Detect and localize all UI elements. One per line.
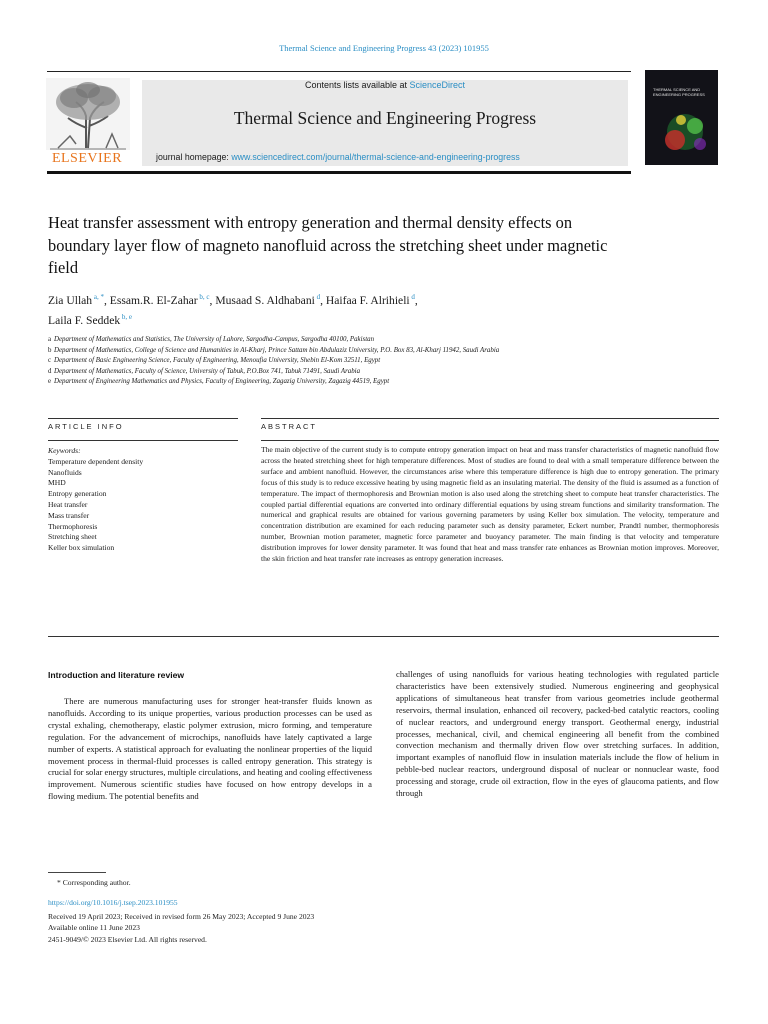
intro-right-column: [396, 669, 719, 800]
section-heading-introduction: Introduction and literature review: [48, 670, 185, 680]
abstract-text: The main objective of the current study is to compute entropy generation impact on heat and mass transfer characteristics of magnetic nanofluid flow across the heated stretching sheet for high temperature differences. Most of studies are found to deal with a small temperature difference between the surface and ambient nanofluid. However, the circumstances arise where this temperature difference is high due to entropy generation. The primary focus of this study is to reduce excessive heating by using magnetic field as an insulating material. The density of the fluid is assumed as a function of temperature. The impact of thermophoresis and Brownian motion is also used along the stretching sheet to compute heat transfer characteristics. The coupled partial differential equations are converted into ordinary differential equations by using stream functions and similarity transformation. The numerical and graphical results are obtained for various governing parameters by using Keller box simulation. The velocity, temperature and concentration distribution are examined for each reducing parameter such as density parameter, Eckert number, Prandtl number, thermophoresis number, Brownian motion parameter, magnetic force parameter and buoyancy parameter. The main finding is that velocity and temperature distribution improves for lower density parameter. It was found that heat and mass transfer rate enhances as Brownian motion improves. Moreover, the skin friction and heat transfer rate increases as entropy generation increases.: [261, 445, 719, 564]
footnote-rule: [48, 872, 106, 873]
affiliation-item: [48, 346, 668, 357]
keyword-item: Stretching sheet: [48, 532, 97, 542]
available-online: Available online 11 June 2023: [48, 923, 140, 933]
sciencedirect-link[interactable]: ScienceDirect: [409, 80, 466, 90]
affiliations: [48, 335, 668, 388]
author-name-text: Musaad S. Aldhabani: [215, 294, 315, 307]
top-rule: [47, 71, 631, 72]
affiliation-item: [48, 335, 668, 346]
author-affiliation-marker[interactable]: a, *: [92, 293, 104, 301]
journal-homepage-link[interactable]: www.sciencedirect.com/journal/thermal-science-and-engineering-progress: [231, 152, 520, 162]
info-heading-rule: [48, 440, 238, 441]
corresponding-author-note: * Corresponding author.: [57, 878, 131, 887]
keywords-label: Keywords:: [48, 446, 81, 455]
keyword-item: Thermophoresis: [48, 521, 98, 531]
keyword-item: Nanofluids: [48, 467, 82, 477]
author-affiliation-marker[interactable]: d: [409, 293, 415, 301]
author-name-text: Laila F. Seddek: [48, 314, 121, 327]
author-list: [48, 289, 638, 329]
article-info-heading: ARTICLE INFO: [48, 422, 124, 431]
cover-art-icon: [645, 70, 718, 165]
author-separator: ,: [103, 294, 110, 307]
author-separator: ,: [209, 294, 216, 307]
contents-line: [142, 80, 628, 90]
author-name-text: Haifaa F. Alrihieli: [325, 294, 410, 307]
affiliation-text: Department of Engineering Mathematics and Physics, Faculty of Engineering, Zagazig University, Zagazig 44519, Egypt: [54, 378, 390, 386]
affiliation-item: [48, 356, 668, 367]
intro-paragraph-right: challenges of using nanofluids for various heating technologies with regulated particle characteristics have been extensively studied. Numerous engineering and geophysical applications of simultaneous heat transfer from various geometries include geothermal reservoirs, thermal insulation, enhanced oil recovery, packed-bed catalytic reactors, cooling of nuclear reactors, and underground energy transport. Geothermal energy, industrial processes, mechanical, civil, and chemical engineering all benefit from the combined convection mechanism and thermally driven flow over stretching surfaces. In addition, important examples of nanofluid flow in insulation materials include the flow of helium in pebble-bed nuclear reactors, underground disposal of nuclear or nonnuclear waste, food processing and storage, crude oil extraction, flow in the eyes of glaucoma patients, and flow through: [396, 669, 719, 799]
journal-cover-image[interactable]: [645, 70, 718, 165]
author-name[interactable]: [215, 294, 320, 307]
author-separator: ,: [320, 294, 326, 307]
author-name[interactable]: [48, 294, 104, 307]
affiliation-text: Department of Mathematics, Faculty of Science, University of Tabuk, P.O.Box 741, Tabuk 71491, Saudi Arabia: [54, 367, 361, 375]
keyword-item: MHD: [48, 478, 66, 488]
info-top-rule: [48, 418, 238, 419]
affiliation-text: Department of Basic Engineering Science, Faculty of Engineering, Menoufia University, Shebin El-Kom 32511, Egypt: [54, 357, 381, 365]
intro-left-column: [48, 696, 372, 803]
journal-homepage: [156, 152, 626, 162]
keyword-item: Entropy generation: [48, 489, 107, 499]
affiliation-label: b: [48, 346, 52, 354]
affiliation-text: Department of Mathematics, College of Science and Humanities in Al-Kharj, Prince Sattam bin Abdulaziz University, P.O. Box 83, Al-Kharj 11942, Saudi Arabia: [54, 346, 500, 354]
intro-paragraph-left: There are numerous manufacturing uses for stronger heat-transfer fluids known as nanofluids. According to its unique properties, various production processes can be used as crystal exhaling, chemotherapy, elastic polymer extrusion, micro forming, and temperature regulation. For the advancement of microchips, nanofluids have lately captivated a large number of experts. A statistical approach for evaluating the nonlinear properties of the liquid movement process in thermal-fluid processes is called entropy generation. This strategy is crucial for solar energy structures, multiple circulations, and heating and cooling effectiveness improvement. Numerous scientific studies have focused on how entropy develops in a flowing medium. The potential benefits and: [48, 696, 372, 802]
homepage-label: journal homepage:: [156, 152, 232, 162]
article-history: [48, 911, 314, 945]
abstract-bottom-rule: [48, 636, 719, 637]
author-affiliation-marker[interactable]: d: [314, 293, 321, 301]
article-title: Heat transfer assessment with entropy generation and thermal density effects on boundary layer flow of magneto nanofluid across the stretching sheet under magnetic field: [48, 213, 608, 277]
affiliation-label: c: [48, 357, 52, 365]
elsevier-wordmark: ELSEVIER: [51, 151, 123, 166]
author-name[interactable]: [48, 314, 132, 327]
abstract-heading: ABSTRACT: [261, 422, 318, 431]
keyword-item: Mass transfer: [48, 510, 90, 520]
journal-title: Thermal Science and Engineering Progress: [233, 108, 537, 128]
author-name[interactable]: [326, 294, 415, 307]
affiliation-label: e: [48, 378, 52, 386]
journal-citation-link[interactable]: Thermal Science and Engineering Progress 43 (2023) 101955: [279, 43, 489, 53]
author-name-text: Essam.R. El-Zahar: [109, 294, 198, 307]
affiliation-item: [48, 377, 668, 388]
affiliation-text: Department of Mathematics and Statistics, The University of Lahore, Sargodha-Campus, Sargodha 40100, Pakistan: [54, 336, 375, 343]
doi-link[interactable]: https://doi.org/10.1016/j.tsep.2023.101955: [48, 898, 178, 907]
contents-prefix: Contents lists available at: [304, 80, 410, 90]
masthead-rule: [47, 171, 631, 174]
author-name[interactable]: [110, 294, 210, 307]
received-dates: Received 19 April 2023; Received in revised form 26 May 2023; Accepted 9 June 2023: [48, 912, 315, 921]
copyright-line: 2451-9049/© 2023 Elsevier Ltd. All rights reserved.: [48, 934, 207, 944]
affiliation-label: a: [48, 336, 52, 343]
affiliation-label: d: [48, 367, 52, 375]
keyword-list: [48, 457, 238, 554]
author-name-text: Zia Ullah: [48, 294, 93, 307]
cover-title: THERMAL SCIENCE AND ENGINEERING PROGRESS: [653, 87, 705, 97]
author-separator: ,: [414, 294, 418, 307]
keywords-block: [48, 446, 238, 554]
author-affiliation-marker[interactable]: b, e: [120, 313, 133, 321]
keyword-item: Heat transfer: [48, 499, 88, 509]
abstract-heading-rule: [261, 440, 719, 441]
author-affiliation-marker[interactable]: b, c: [197, 293, 210, 301]
keyword-item: Keller box simulation: [48, 543, 115, 553]
affiliation-item: [48, 367, 668, 378]
keyword-item: Temperature dependent density: [48, 456, 144, 466]
abstract-top-rule: [261, 418, 719, 419]
